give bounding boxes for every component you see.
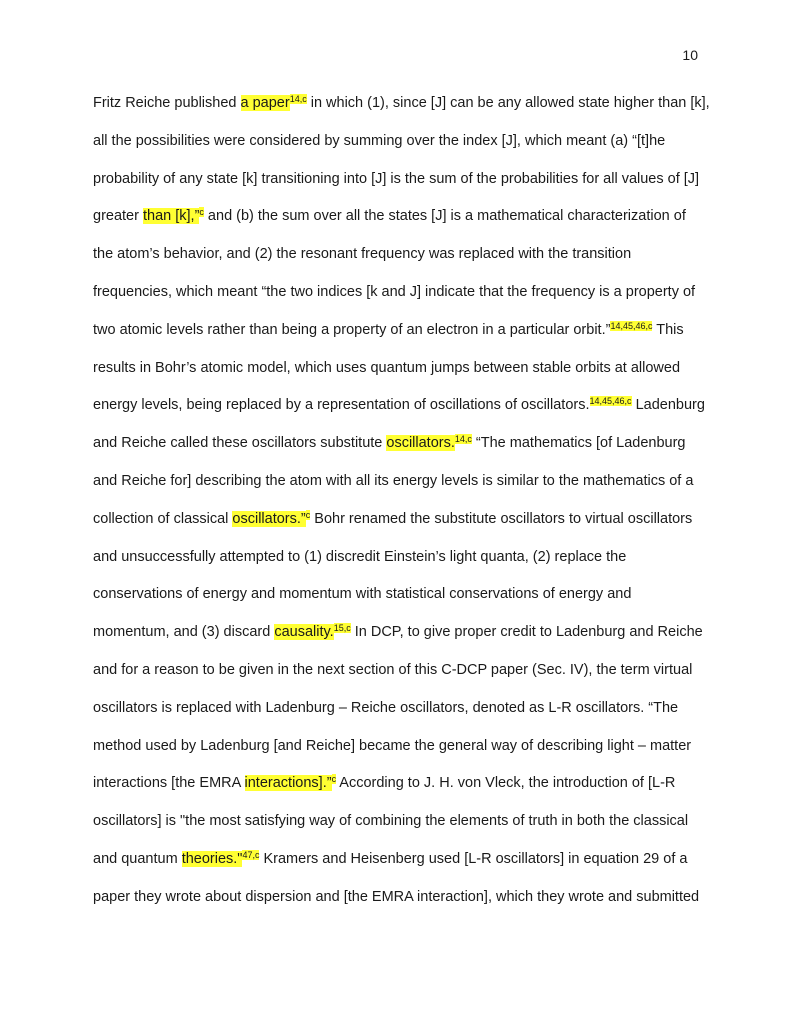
text-segment: two atomic levels rather than being a property of an electron in a particular orbit.” <box>93 321 611 338</box>
text-line <box>93 129 703 167</box>
text-segment: conservations of energy and momentum with statistical conservations of energy and <box>93 586 632 603</box>
text-segment: momentum, and (3) discard <box>93 624 275 641</box>
citation-superscript: c <box>199 207 204 218</box>
citation-superscript: c <box>331 774 337 785</box>
text-segment: and unsuccessfully attempted to (1) discredit Einstein’s light quanta, (2) replace the <box>93 548 627 565</box>
page-number: 10 <box>682 47 698 63</box>
text-segment: and quantum <box>93 850 182 867</box>
text-segment: Bohr renamed the substitute oscillators to virtual oscillators <box>310 510 693 527</box>
text-line <box>93 620 703 658</box>
text-line <box>93 318 703 356</box>
text-segment: the atom’s behavior, and (2) the resonant frequency was replaced with the transition <box>93 246 632 263</box>
highlighted-text: oscillators. <box>386 435 455 452</box>
text-segment: probability of any state [k] transitioning into [J] is the sum of the probabilities for all values of [J] <box>93 170 700 187</box>
citation-superscript: 14,45,46,c <box>589 396 632 407</box>
text-segment: and for a reason to be given in the next section of this C-DCP paper (Sec. IV), the term virtual <box>93 661 693 678</box>
text-segment: energy levels, being replaced by a representation of oscillations of oscillators. <box>93 397 590 414</box>
text-line <box>93 167 703 205</box>
text-segment: oscillators is replaced with Ladenburg – Reiche oscillators, denoted as L-R oscillators. “The <box>93 699 679 716</box>
text-segment: In DCP, to give proper credit to Ladenburg and Reiche <box>350 624 703 641</box>
highlighted-text: oscillators.” <box>232 510 306 527</box>
text-line <box>93 431 703 469</box>
text-line <box>93 507 703 545</box>
text-line <box>93 809 703 847</box>
text-segment: This <box>652 321 684 338</box>
citation-superscript: 14,c <box>289 94 307 104</box>
text-line <box>93 885 703 923</box>
text-segment: greater <box>93 208 143 225</box>
text-line <box>93 696 703 734</box>
text-line <box>93 469 703 507</box>
text-segment: results in Bohr’s atomic model, which uses quantum jumps between stable orbits at allowed <box>93 359 681 376</box>
text-line <box>93 771 703 809</box>
highlighted-text: than [k],” <box>142 208 200 225</box>
text-segment: and Reiche called these oscillators substitute <box>93 435 387 452</box>
text-line <box>93 204 703 242</box>
highlighted-text: a paper <box>240 95 290 111</box>
citation-superscript: 15,c <box>333 623 351 634</box>
text-line <box>93 280 703 318</box>
text-segment: According to J. H. von Vleck, the introduction of [L-R <box>336 775 676 792</box>
highlighted-text: theories." <box>181 850 243 867</box>
text-segment: frequencies, which meant “the two indices [k and J] indicate that the frequency is a property of <box>93 283 696 300</box>
text-segment: in which (1), since [J] can be any allowed state higher than [k], <box>306 95 710 111</box>
text-segment: method used by Ladenburg [and Reiche] became the general way of describing light – matter <box>93 737 692 754</box>
text-segment: and Reiche for] describing the atom with all its energy levels is similar to the mathematics of a <box>93 472 694 489</box>
text-line <box>93 582 703 620</box>
text-line <box>93 847 703 885</box>
text-line <box>93 242 703 280</box>
text-line <box>93 91 710 129</box>
text-line <box>93 545 703 583</box>
body-text <box>93 91 710 923</box>
text-segment: Kramers and Heisenberg used [L-R oscillators] in equation 29 of a <box>259 850 688 867</box>
text-segment: “The mathematics [of Ladenburg <box>471 435 686 452</box>
text-segment: interactions [the EMRA <box>93 775 245 792</box>
text-line <box>93 356 703 394</box>
text-line <box>93 734 703 772</box>
citation-superscript: c <box>305 509 311 520</box>
text-segment: all the possibilities were considered by summing over the index [J], which meant (a) “[t]he <box>93 132 666 149</box>
text-segment: Ladenburg <box>631 397 705 414</box>
text-line <box>93 658 703 696</box>
text-line <box>93 393 703 431</box>
text-segment: paper they wrote about dispersion and [the EMRA interaction], which they wrote and submitted <box>93 888 700 905</box>
citation-superscript: 14,c <box>454 434 472 445</box>
text-segment: Fritz Reiche published <box>93 95 241 111</box>
highlighted-text: causality. <box>274 624 334 641</box>
citation-superscript: 47,c <box>242 849 260 860</box>
text-segment: collection of classical <box>93 510 233 527</box>
text-segment: and (b) the sum over all the states [J] is a mathematical characterization of <box>203 208 686 225</box>
citation-superscript: 14,45,46,c <box>610 320 653 331</box>
highlighted-text: interactions].” <box>244 775 332 792</box>
text-segment: oscillators] is "the most satisfying way of combining the elements of truth in both the classical <box>93 813 689 830</box>
